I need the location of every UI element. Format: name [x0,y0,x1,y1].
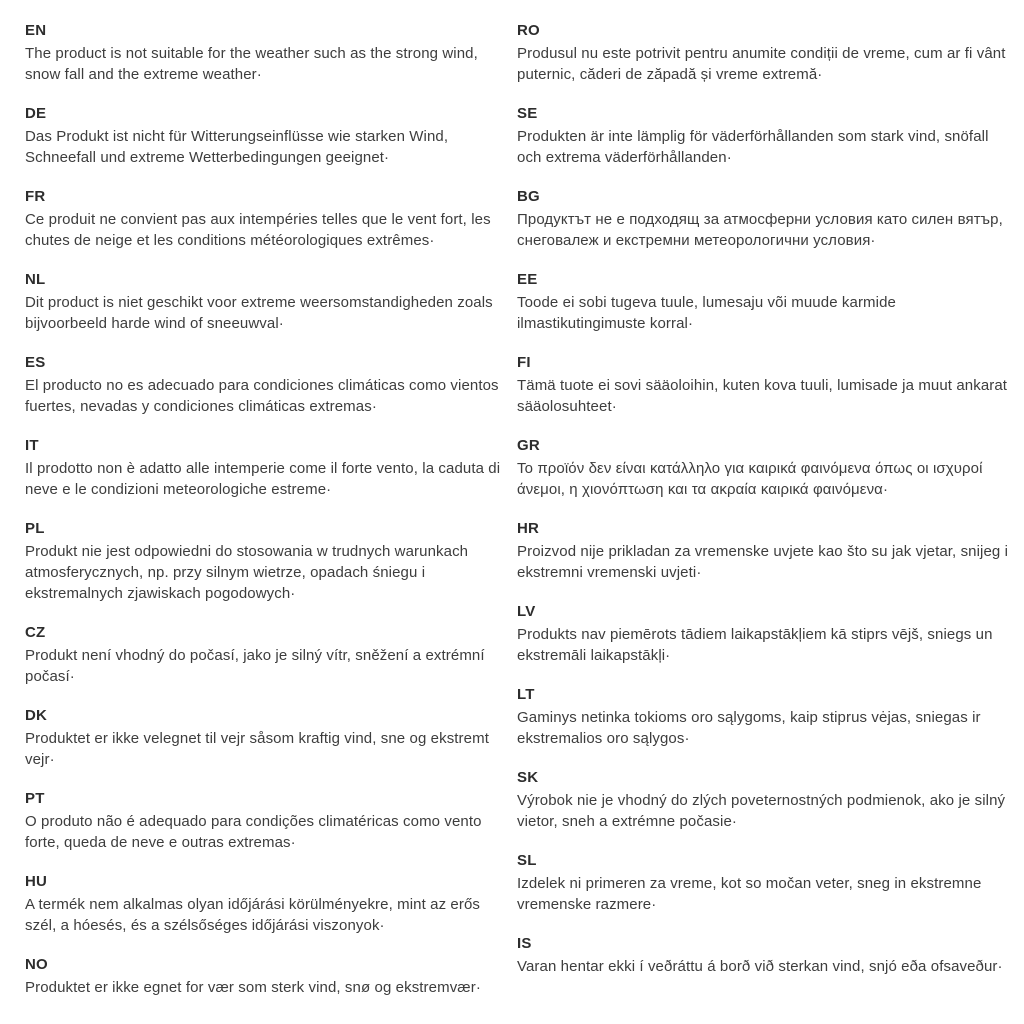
language-entry [25,21,507,85]
language-code: DE [25,105,47,122]
language-code: SL [517,852,537,869]
language-text: Produkten är inte lämplig för väderförhållanden som stark vind, snöfall och extrema väderförhållanden· [517,128,989,166]
language-entry [517,934,1010,977]
language-text: O produto não é adequado para condições climatéricas como vento forte, queda de neve e outras extremas· [25,813,482,851]
language-entry [517,436,1010,500]
language-code: SE [517,105,538,122]
language-entry [25,706,507,770]
language-entry [517,851,1010,915]
language-text: Gaminys netinka tokioms oro sąlygoms, kaip stiprus vėjas, sniegas ir ekstremalios oro sąlygos· [517,709,981,747]
language-entry [25,789,507,853]
language-entry [517,104,1010,168]
language-entry [25,187,507,251]
language-code: EN [25,22,47,39]
language-code: CZ [25,624,46,641]
language-code: SK [517,769,539,786]
language-entry [25,436,507,500]
language-text: Varan hentar ekki í veðráttu á borð við sterkan vind, snjó eða ofsaveður· [517,958,1003,975]
language-code: FR [25,188,46,205]
language-text: The product is not suitable for the weather such as the strong wind, snow fall and the extreme weather· [25,45,478,83]
language-code: PT [25,790,45,807]
language-entry [517,685,1010,749]
language-text: A termék nem alkalmas olyan időjárási körülményekre, mint az erős szél, a hóesés, és a szélsőséges időjárási viszonyok· [25,896,481,934]
language-code: LV [517,603,536,620]
language-text: Продуктът не е подходящ за атмосферни условия като силен вятър, снеговалеж и екстремни метеорологични условия· [517,211,1003,249]
language-text: Produktet er ikke velegnet til vejr såsom kraftig vind, sne og ekstremt vejr· [25,730,489,768]
language-code: EE [517,271,538,288]
language-text: Το προϊόν δεν είναι κατάλληλο για καιρικά φαινόμενα όπως οι ισχυροί άνεμοι, η χιονόπτωση και τα ακραία καιρικά φαινόμενα· [517,460,983,498]
language-entry [517,768,1010,832]
language-entry [25,955,507,998]
language-text: Izdelek ni primeren za vreme, kot so močan veter, sneg in ekstremne vremenske razmere· [517,875,982,913]
language-code: GR [517,437,540,454]
language-code: NL [25,271,46,288]
language-entry [517,519,1010,583]
language-entry [25,623,507,687]
language-code: RO [517,22,540,39]
language-code: IT [25,437,39,454]
language-text: Produktet er ikke egnet for vær som sterk vind, snø og ekstremvær· [25,979,481,996]
language-text: Produkt nie jest odpowiedni do stosowania w trudnych warunkach atmosferycznych, np. przy silnym wietrze, opadach śniegu i ekstremalnych zjawiskach pogodowych· [25,543,469,602]
language-code: NO [25,956,48,973]
language-code: FI [517,354,531,371]
language-entry [25,104,507,168]
language-text: Il prodotto non è adatto alle intemperie come il forte vento, la caduta di neve e le condizioni meteorologiche estreme· [25,460,501,498]
language-code: HR [517,520,540,537]
language-entry [517,353,1010,417]
language-text: Ce produit ne convient pas aux intempéries telles que le vent fort, les chutes de neige et les conditions météorologiques extrêmes· [25,211,491,249]
language-code: HU [25,873,48,890]
language-text: Produsul nu este potrivit pentru anumite condiții de vreme, cum ar fi vânt puternic, căderi de zăpadă și vreme extremă· [517,45,1006,83]
language-text: Produkts nav piemērots tādiem laikapstākļiem kā stiprs vējš, sniegs un ekstremāli laikapstākļi· [517,626,993,664]
language-text: Produkt není vhodný do počasí, jako je silný vítr, sněžení a extrémní počasí· [25,647,485,685]
language-text: Výrobok nie je vhodný do zlých poveternostných podmienok, ako je silný vietor, sneh a extrémne počasie· [517,792,1006,830]
language-code: LT [517,686,535,703]
language-entry [517,270,1010,334]
language-entry [25,270,507,334]
language-code: DK [25,707,48,724]
language-text: Toode ei sobi tugeva tuule, lumesaju või muude karmide ilmastikutingimuste korral· [517,294,896,332]
left-column [25,21,507,1024]
language-code: ES [25,354,46,371]
language-code: IS [517,935,532,952]
right-column [517,21,1010,1024]
language-text: Proizvod nije prikladan za vremenske uvjete kao što su jak vjetar, snijeg i ekstremni vremenski uvjeti· [517,543,1009,581]
language-code: PL [25,520,45,537]
language-text: El producto no es adecuado para condiciones climáticas como vientos fuertes, nevadas y condiciones climáticas extremas· [25,377,499,415]
language-code: BG [517,188,540,205]
language-text: Das Produkt ist nicht für Witterungseinflüsse wie starken Wind, Schneefall und extreme Wetterbedingungen geeignet· [25,128,449,166]
language-entry [25,872,507,936]
language-text: Tämä tuote ei sovi sääoloihin, kuten kova tuuli, lumisade ja muut ankarat sääolosuhteet· [517,377,1008,415]
language-entry [25,519,507,604]
language-entry [517,187,1010,251]
language-entry [25,353,507,417]
language-entry [517,602,1010,666]
language-entry [517,21,1010,85]
language-text: Dit product is niet geschikt voor extreme weersomstandigheden zoals bijvoorbeeld harde wind of sneeuwval· [25,294,493,332]
